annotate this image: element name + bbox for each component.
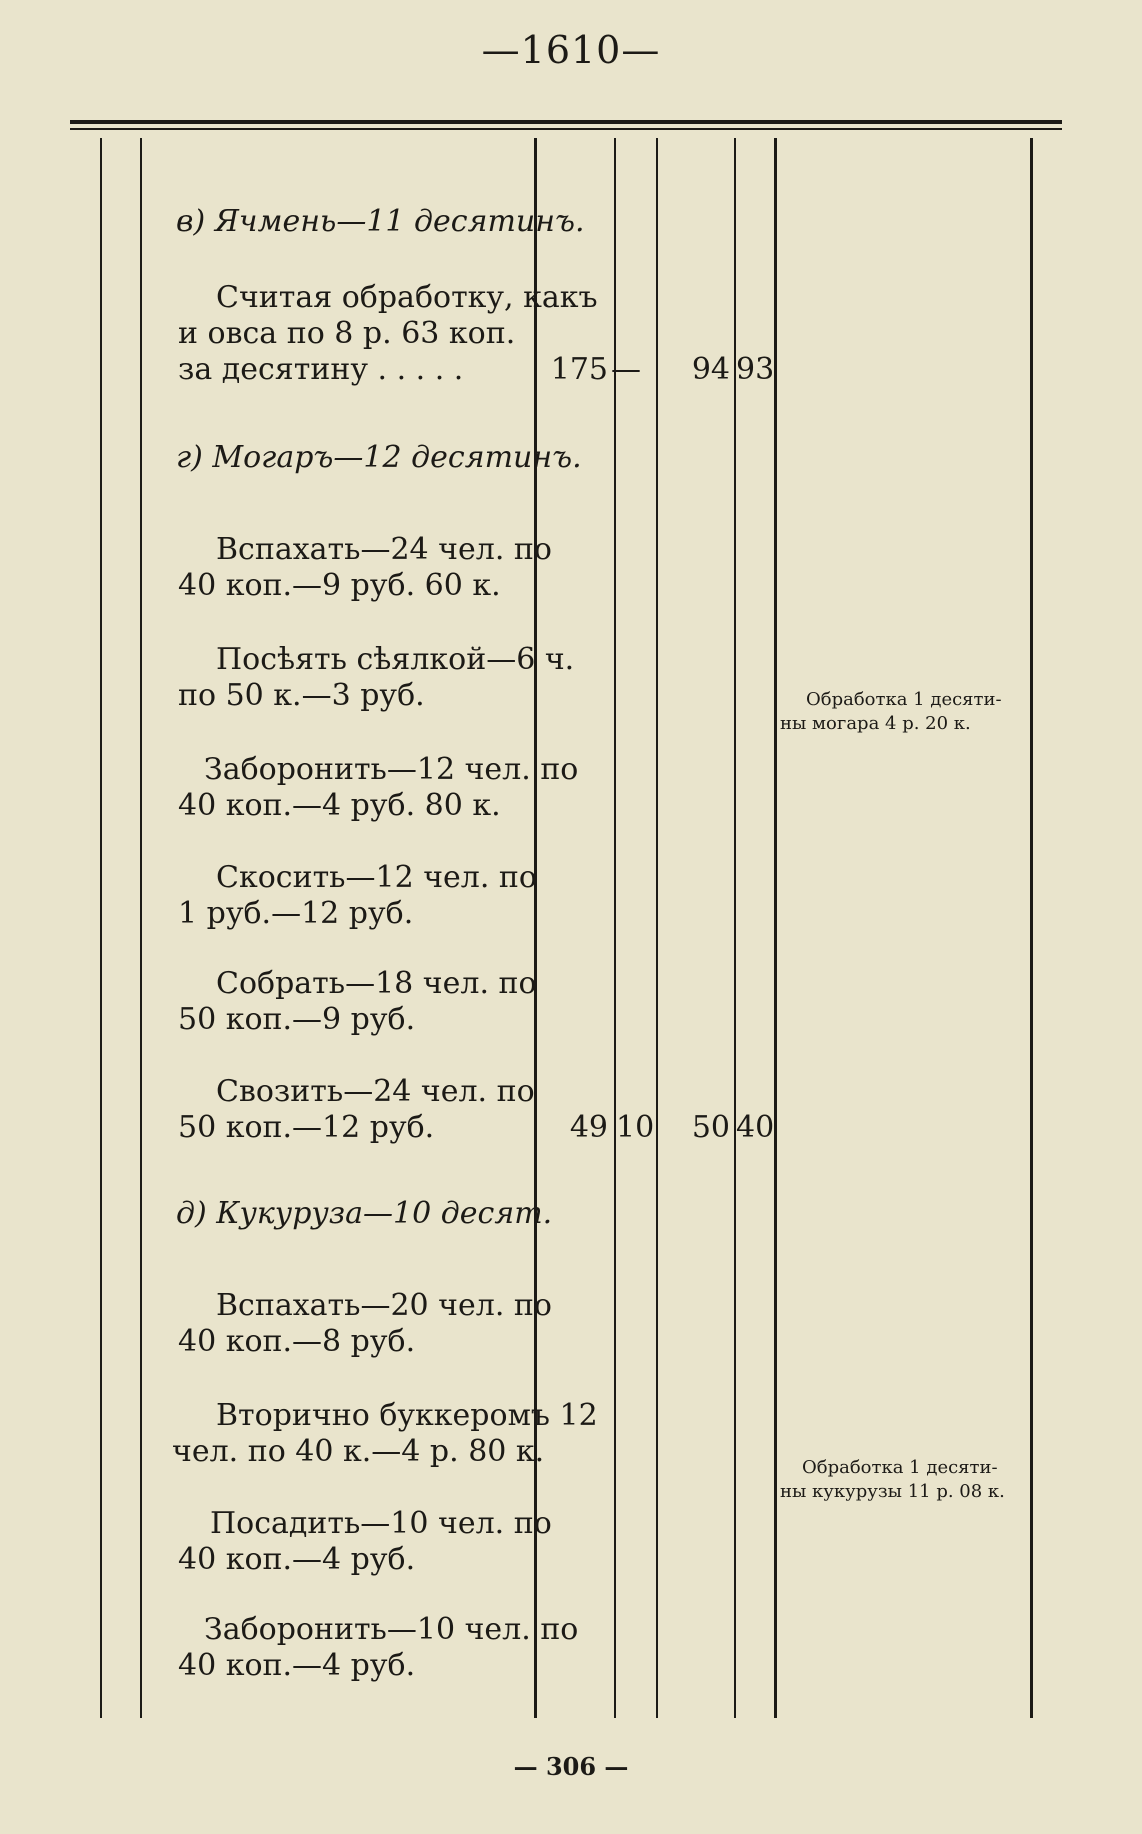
section-heading-corn: д) Кукуруза—10 десят. [176, 1196, 553, 1231]
text-line: 50 коп.—12 руб. [178, 1110, 435, 1145]
header-rule-thin [70, 128, 1062, 130]
text-line: Собрать—18 чел. по [216, 966, 537, 1001]
amount-mogar-total-rub: 50 [691, 1110, 730, 1145]
note-mogar-line2: ны могара 4 р. 20 к. [780, 713, 971, 734]
table-border-left [100, 138, 102, 1718]
page-footer: — 306 — [513, 1752, 629, 1781]
note-mogar-line1: Обработка 1 десяти- [806, 689, 1002, 710]
text-line: 1 руб.—12 руб. [178, 896, 414, 931]
table-column-divider [534, 138, 537, 1718]
text-line: Вторично буккеромъ 12 [216, 1398, 598, 1433]
table-column-divider [140, 138, 142, 1718]
text-line: 40 коп.—4 руб. [178, 1542, 416, 1577]
text-line: 50 коп.—9 руб. [178, 1002, 416, 1037]
amount-mogar-total-kop: 40 [736, 1110, 775, 1145]
text-line: 40 коп.—4 руб. [178, 1648, 416, 1683]
text-line: за десятину . . . . . [178, 352, 464, 387]
amount-barley-total-kop: 93 [736, 352, 775, 387]
table-column-divider [656, 138, 658, 1718]
text-line: Заборонить—10 чел. по [204, 1612, 579, 1647]
note-corn-line2: ны кукурузы 11 р. 08 к. [780, 1481, 1005, 1502]
table-border-right [1030, 138, 1033, 1718]
amount-barley-rub: 175 [550, 352, 608, 387]
page-number: —1610— [481, 28, 661, 72]
text-line: чел. по 40 к.—4 р. 80 к. [172, 1434, 545, 1469]
text-line: Посѣять сѣялкой—6 ч. [216, 642, 575, 677]
note-corn-line1: Обработка 1 десяти- [802, 1457, 998, 1478]
text-line: Считая обработку, какъ [216, 280, 598, 315]
text-line: Заборонить—12 чел. по [204, 752, 579, 787]
section-heading-barley: в) Ячмень—11 десятинъ. [176, 204, 585, 239]
amount-mogar-kop: 10 [616, 1110, 655, 1145]
text-line: Посадить—10 чел. по [210, 1506, 552, 1541]
table-column-divider [774, 138, 777, 1718]
header-rule [70, 120, 1062, 124]
text-line: Вспахать—24 чел. по [216, 532, 552, 567]
text-line: 40 коп.—8 руб. [178, 1324, 416, 1359]
amount-barley-kop: — [611, 352, 641, 387]
text-line: Скосить—12 чел. по [216, 860, 537, 895]
text-line: 40 коп.—9 руб. 60 к. [178, 568, 501, 603]
text-line: по 50 к.—3 руб. [178, 678, 425, 713]
text-line: 40 коп.—4 руб. 80 к. [178, 788, 501, 823]
text-line: Вспахать—20 чел. по [216, 1288, 552, 1323]
amount-mogar-rub: 49 [569, 1110, 608, 1145]
text-line: Свозить—24 чел. по [216, 1074, 535, 1109]
amount-barley-total-rub: 94 [691, 352, 730, 387]
section-heading-mogar: г) Могаръ—12 десятинъ. [176, 440, 582, 475]
text-line: и овса по 8 р. 63 коп. [178, 316, 516, 351]
